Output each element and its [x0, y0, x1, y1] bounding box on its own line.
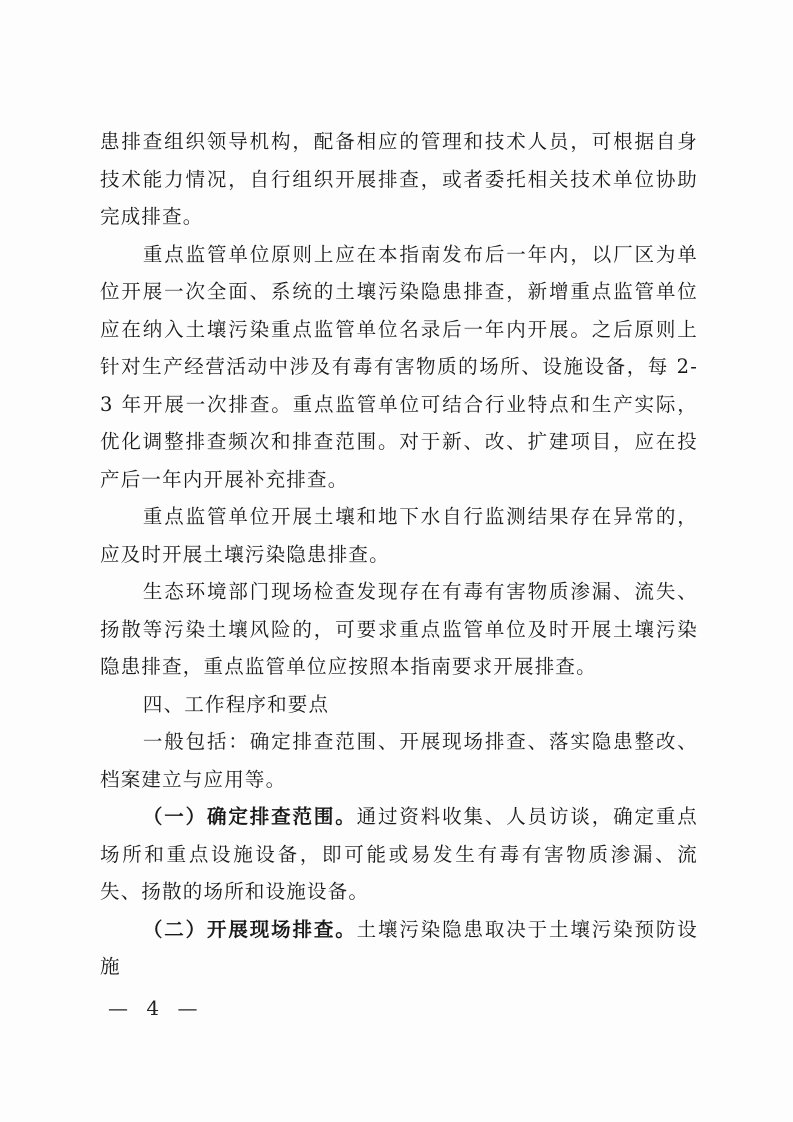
paragraph-5: [100, 723, 698, 798]
paragraph-2: [100, 236, 698, 499]
paragraph-4: [100, 573, 698, 686]
page-number: — 4 —: [108, 996, 204, 1020]
paragraph-1: [100, 123, 698, 236]
paragraph-6: [100, 798, 698, 911]
paragraph-text: 患排查组织领导机构，配备相应的管理和技术人员，可根据自身技术能力情况，自行组织开展排查，或者委托相关技术单位协助完成排查。: [100, 130, 698, 228]
paragraph-text: 一般包括：确定排查范围、开展现场排查、落实隐患整改、档案建立与应用等。: [100, 730, 698, 791]
paragraph-text: 土壤污染隐患取决于土壤污染预防设施: [100, 917, 698, 978]
subsection-lead: （二）开展现场排查。: [142, 917, 357, 941]
paragraph-text: 重点监管单位原则上应在本指南发布后一年内，以厂区为单位开展一次全面、系统的土壤污染隐患排查，新增重点监管单位应在纳入土壤污染重点监管单位名录后一年内开展。之后原则上针对生产经营活动中涉及有毒有害物质的场所、设施设备，每 2-3 年开展一次排查。重点监管单位可结合行业特点和生产实际，优化调整排查频次和排查范围。对于新、改、扩建项目，应在投产后一年内开展补充排查。: [100, 242, 698, 491]
paragraph-text: 生态环境部门现场检查发现存在有毒有害物质渗漏、流失、扬散等污染土壤风险的，可要求重点监管单位及时开展土壤污染隐患排查，重点监管单位应按照本指南要求开展排查。: [100, 580, 698, 678]
paragraph-text: 重点监管单位开展土壤和地下水自行监测结果存在异常的，应及时开展土壤污染隐患排查。: [100, 505, 698, 566]
section-heading: 四、工作程序和要点: [142, 692, 330, 716]
document-body: [100, 123, 698, 986]
subsection-lead: （一）确定排查范围。: [142, 805, 357, 828]
paragraph-7: [100, 911, 698, 986]
paragraph-text: 通过资料收集、人员访谈，确定重点场所和重点设施设备，即可能或易发生有毒有害物质渗漏、流失、扬散的场所和设施设备。: [100, 805, 698, 903]
paragraph-3: [100, 498, 698, 573]
